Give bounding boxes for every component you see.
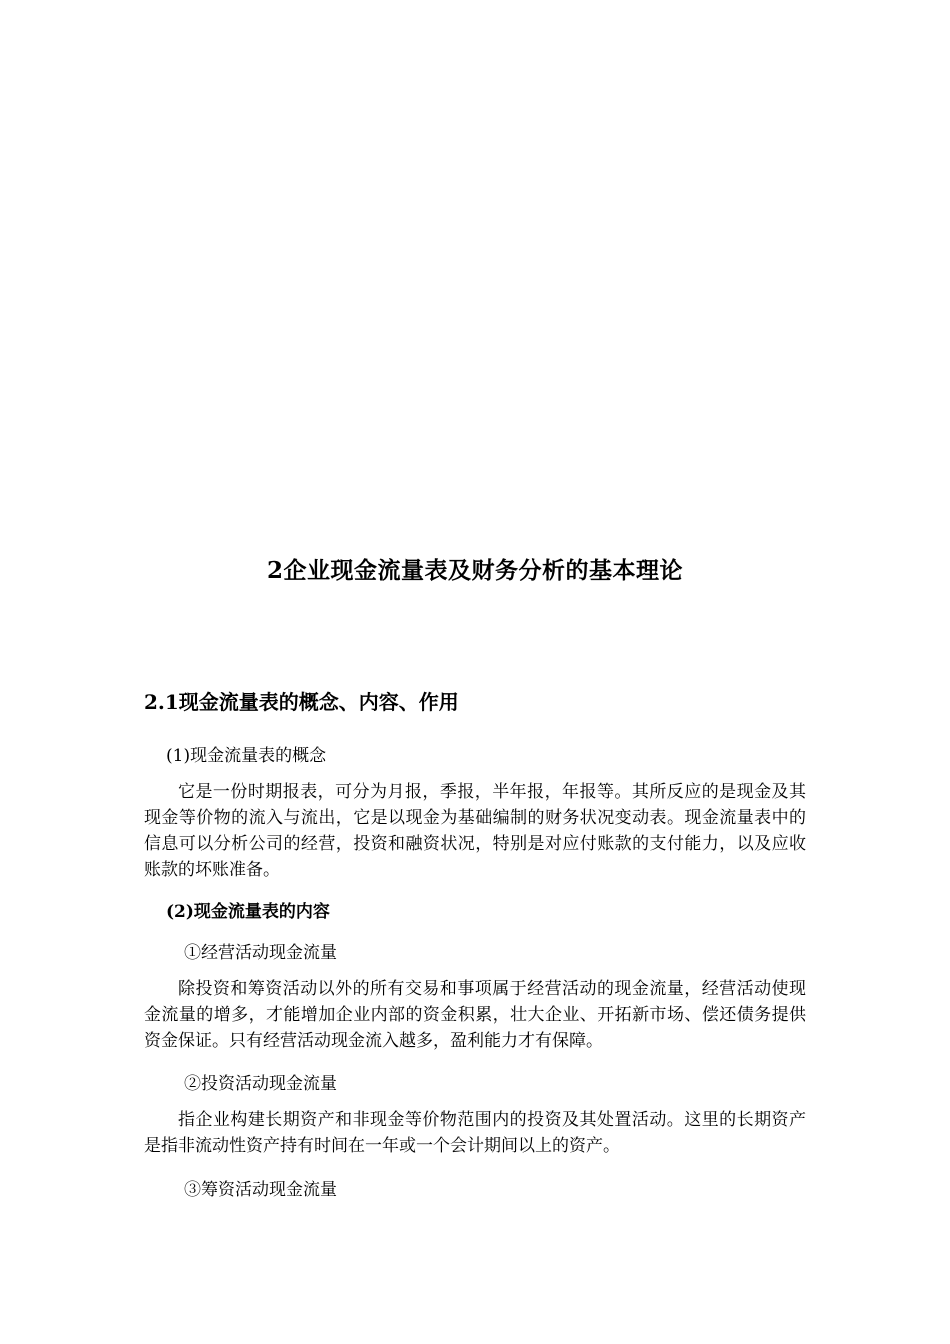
concept-paragraph: 它是一份时期报表，可分为月报，季报，半年报，年报等。其所反应的是现金及其现金等价物的流入与流出，它是以现金为基础编制的财务状况变动表。现金流量表中的信息可以分析公司的经营，投资和融资状况，特别是对应付账款的支付能力，以及应收账款的坏账准备。 xyxy=(144,782,806,880)
chapter-title: 2企业现金流量表及财务分析的基本理论 xyxy=(266,557,683,584)
operating-cash-flow-paragraph: 除投资和筹资活动以外的所有交易和事项属于经营活动的现金流量，经营活动使现金流量的增多，才能增加企业内部的资金积累，壮大企业、开拓新市场、偿还债务提供资金保证。只有经营活动现金流入越多，盈利能力才有保障。 xyxy=(144,979,806,1051)
financing-cash-flow-heading: ③筹资活动现金流量 xyxy=(184,1180,337,1200)
section-title: 2.1现金流量表的概念、内容、作用 xyxy=(144,690,459,714)
investing-cash-flow-paragraph: 指企业构建长期资产和非现金等价物范围内的投资及其处置活动。这里的长期资产是指非流动性资产持有时间在一年或一个会计期间以上的资产。 xyxy=(144,1110,806,1156)
operating-cash-flow-heading: ①经营活动现金流量 xyxy=(184,943,337,963)
investing-cash-flow-heading: ②投资活动现金流量 xyxy=(184,1074,337,1094)
subsection-concept-heading: (1)现金流量表的概念 xyxy=(166,746,327,766)
subsection-content-heading: (2)现金流量表的内容 xyxy=(166,902,330,922)
